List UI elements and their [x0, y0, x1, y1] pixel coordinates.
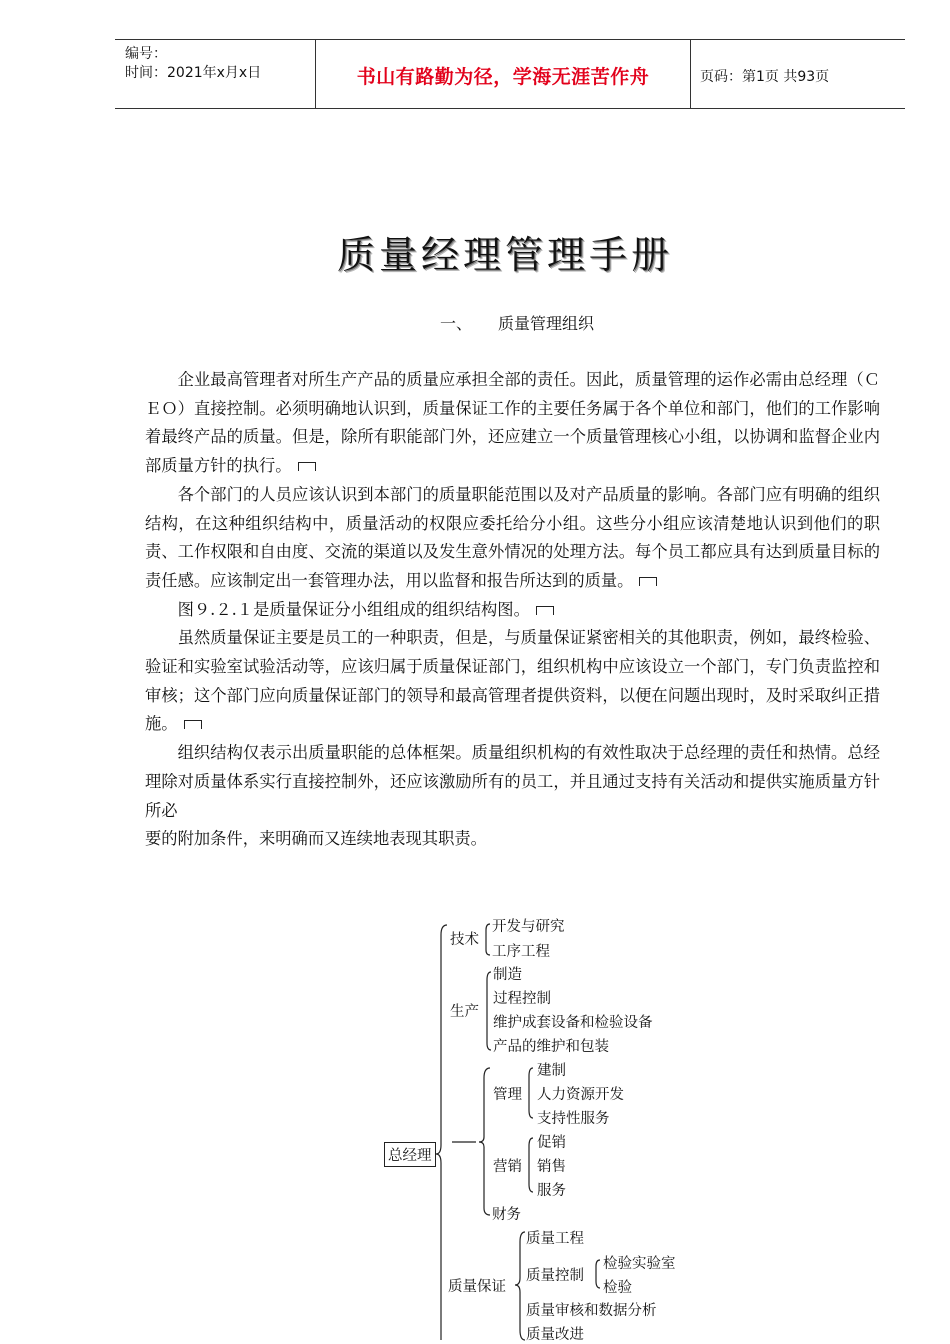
section-number: 一、	[440, 314, 473, 333]
section-title: 质量管理组织	[498, 314, 595, 333]
org-leaf: 维护成套设备和检验设备	[493, 1015, 653, 1031]
page-info: 页码：第1页 共93页	[700, 69, 830, 85]
org-leaf: 工序工程	[492, 944, 550, 960]
org-leaf: 人力资源开发	[537, 1087, 624, 1103]
time-label: 时间：2021年x月x日	[125, 65, 262, 81]
paragraph: 组织结构仅表示出质量职能的总体框架。质量组织机构的有效性取决于总经理的责任和热情。总经理除对质量体系实行直接控制外，还应该激励所有的员工，并且通过支持有关活动和提供实施质量方针所必	[145, 743, 880, 820]
org-leaf: 支持性服务	[537, 1111, 610, 1127]
org-leaf: 质量审核和数据分析	[526, 1303, 657, 1319]
paragraph: 要的附加条件，来明确而又连续地表现其职责。	[145, 829, 487, 849]
org-leaf: 服务	[537, 1183, 566, 1199]
number-label: 编号：	[125, 46, 167, 62]
org-leaf: 开发与研究	[492, 919, 565, 935]
org-node-tech: 技术	[450, 932, 479, 948]
org-leaf: 过程控制	[493, 991, 551, 1007]
org-leaf: 制造	[493, 967, 522, 983]
org-root-ceo: 总经理	[384, 1142, 436, 1167]
org-node-qa: 质量保证	[448, 1279, 506, 1295]
org-leaf: 建制	[537, 1063, 566, 1079]
org-leaf: 质量工程	[526, 1231, 584, 1247]
paragraph: 虽然质量保证主要是员工的一种职责，但是，与质量保证紧密相关的其他职责，例如，最终检验、验证和实验室试验活动等，应该归属于质量保证部门，组织机构中应该设立一个部门，专门负责监控和审核；这个部门应向质量保证部门的领导和最高管理者提供资料，以便在问题出现时，及时采取纠正措施。	[145, 628, 880, 734]
paragraph: 企业最高管理者对所生产产品的质量应承担全部的责任。因此，质量管理的运作必需由总经理（ＣＥＯ）直接控制。必须明确地认识到，质量保证工作的主要任务属于各个单位和部门，他们的工作影响着最终产品的质量。但是，除所有职能部门外，还应建立一个质量管理核心小组，以协调和监督企业内部质量方针的执行。	[145, 370, 880, 476]
header-motto: 书山有路勤为径，学海无涯苦作舟	[356, 66, 650, 88]
org-leaf: 检验实验室	[603, 1256, 676, 1272]
org-node-management: 管理	[493, 1087, 522, 1103]
org-leaf: 产品的维护和包装	[493, 1039, 609, 1055]
org-node-production: 生产	[450, 1004, 479, 1020]
document-title: 质量经理管理手册	[336, 233, 673, 277]
org-node-qc: 质量控制	[526, 1268, 584, 1284]
paragraph: 图９.２.１是质量保证分小组组成的组织结构图。	[145, 596, 880, 625]
org-leaf: 销售	[537, 1159, 566, 1175]
org-node-marketing: 营销	[493, 1159, 522, 1175]
org-leaf: 促销	[537, 1135, 566, 1151]
paragraph: 各个部门的人员应该认识到本部门的质量职能范围以及对产品质量的影响。各部门应有明确的组织结构，在这种组织结构中，质量活动的权限应委托给分小组。这些分小组应该清楚地认识到他们的职责、工作权限和自由度、交流的渠道以及发生意外情况的处理方法。每个员工都应具有达到质量目标的责任感。应该制定出一套管理办法，用以监督和报告所达到的质量。	[145, 484, 880, 590]
org-leaf: 检验	[603, 1280, 632, 1296]
org-node-finance: 财务	[492, 1207, 521, 1223]
org-leaf: 质量改进	[526, 1327, 584, 1343]
